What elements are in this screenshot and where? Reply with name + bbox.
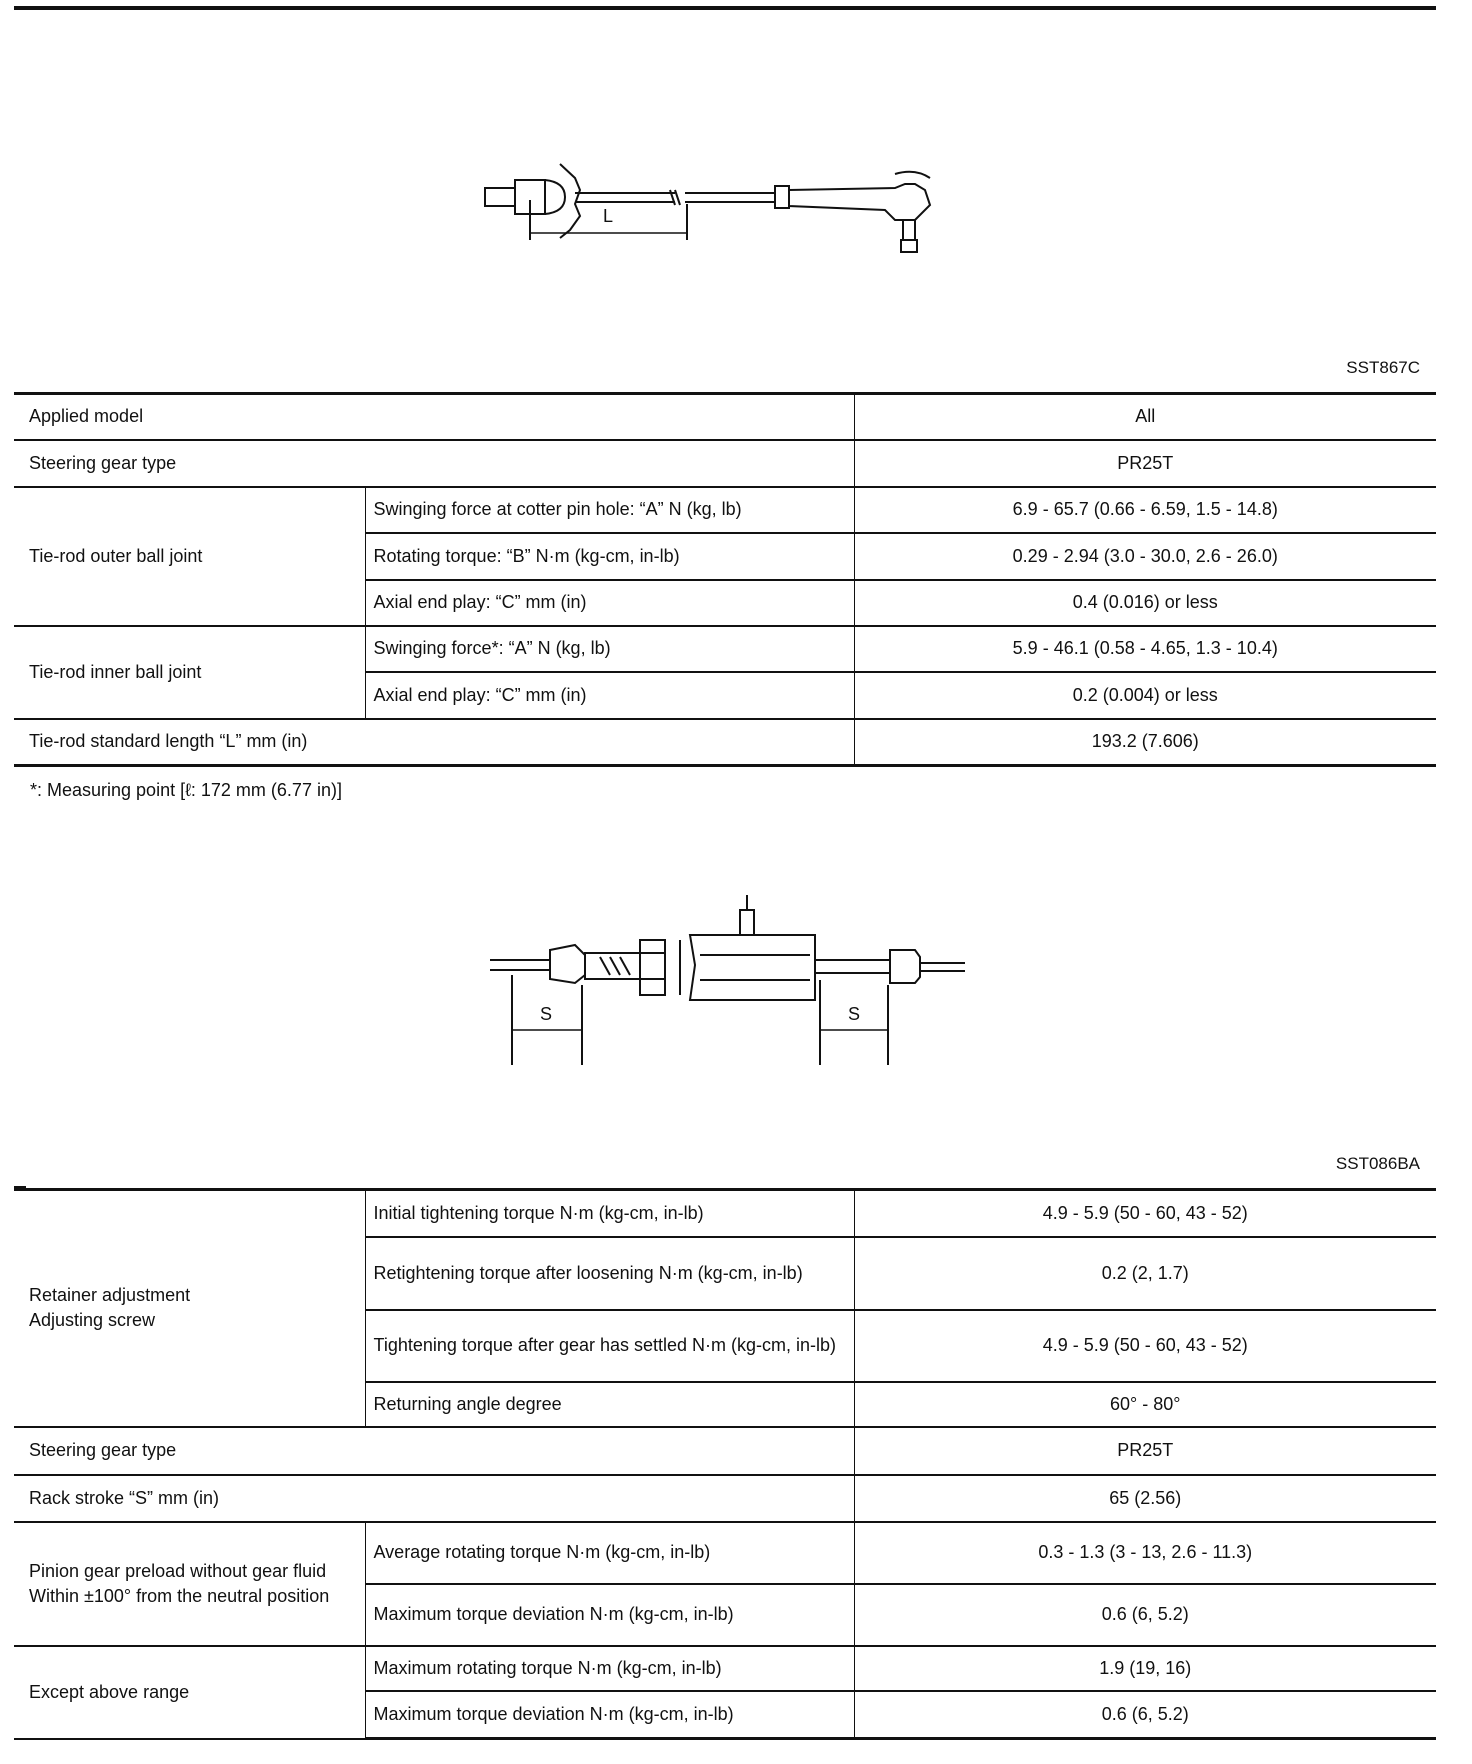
top-rule [14,6,1436,10]
row-label: Retightening torque after loosening N·m (kg-cm, in-lb) [365,1237,854,1310]
row-label: Returning angle degree [365,1382,854,1427]
table-row [14,626,1436,672]
table-row [14,1190,1436,1237]
table-row [14,1522,1436,1584]
row-value: 1.9 (19, 16) [854,1646,1436,1691]
row-value: 0.2 (0.004) or less [854,672,1436,719]
row-label: Maximum torque deviation N·m (kg-cm, in-lb) [365,1584,854,1646]
group-label: Pinion gear preload without gear fluid Within ±100° from the neutral position [14,1522,365,1646]
row-value: 65 (2.56) [854,1475,1436,1522]
row-label: Rotating torque: “B” N·m (kg-cm, in-lb) [365,533,854,580]
table-row [14,394,1436,440]
table-row [14,1646,1436,1691]
group-label: Except above range [14,1646,365,1739]
row-value: 0.6 (6, 5.2) [854,1691,1436,1739]
group-label: Retainer adjustment Adjusting screw [14,1190,365,1427]
row-value: 0.29 - 2.94 (3.0 - 30.0, 2.6 - 26.0) [854,533,1436,580]
row-label: Maximum torque deviation N·m (kg-cm, in-lb) [365,1691,854,1739]
row-label: Axial end play: “C” mm (in) [365,580,854,626]
steering-gear-diagram [490,895,980,1070]
dimension-label-l: L [603,206,614,226]
row-label: Applied model [14,394,854,440]
row-label: Initial tightening torque N·m (kg-cm, in-lb) [365,1190,854,1237]
row-value: 60° - 80° [854,1382,1436,1427]
steering-gear-spec-table [14,1188,1436,1740]
figure-code: SST867C [1346,358,1420,377]
row-value: 0.4 (0.016) or less [854,580,1436,626]
tie-rod-spec-table [14,392,1436,767]
group-label: Tie-rod outer ball joint [14,487,365,626]
table-row [14,1427,1436,1475]
table-row [14,487,1436,533]
table-row [14,440,1436,487]
row-value: PR25T [854,1427,1436,1475]
dimension-label-s-left: S [540,1004,553,1024]
row-value: PR25T [854,440,1436,487]
row-value: 0.2 (2, 1.7) [854,1237,1436,1310]
row-value: 193.2 (7.606) [854,719,1436,766]
row-value: 4.9 - 5.9 (50 - 60, 43 - 52) [854,1190,1436,1237]
footnote: *: Measuring point [ℓ: 172 mm (6.77 in)] [30,780,342,800]
row-value: All [854,394,1436,440]
row-value: 5.9 - 46.1 (0.58 - 4.65, 1.3 - 10.4) [854,626,1436,672]
row-label: Swinging force*: “A” N (kg, lb) [365,626,854,672]
row-value: 4.9 - 5.9 (50 - 60, 43 - 52) [854,1310,1436,1382]
row-label: Rack stroke “S” mm (in) [14,1475,854,1522]
figure-code: SST086BA [1335,1154,1420,1173]
row-value: 6.9 - 65.7 (0.66 - 6.59, 1.5 - 14.8) [854,487,1436,533]
row-label: Steering gear type [14,440,854,487]
row-label: Tie-rod standard length “L” mm (in) [14,719,854,766]
dimension-label-s-right: S [848,1004,861,1024]
table-row [14,1475,1436,1522]
row-value: 0.6 (6, 5.2) [854,1584,1436,1646]
group-label: Tie-rod inner ball joint [14,626,365,719]
row-label: Average rotating torque N·m (kg-cm, in-lb) [365,1522,854,1584]
tie-rod-diagram [475,160,985,285]
row-label: Axial end play: “C” mm (in) [365,672,854,719]
row-label: Swinging force at cotter pin hole: “A” N (kg, lb) [365,487,854,533]
row-value: 0.3 - 1.3 (3 - 13, 2.6 - 11.3) [854,1522,1436,1584]
table-row [14,719,1436,766]
row-label: Tightening torque after gear has settled N·m (kg-cm, in-lb) [365,1310,854,1382]
row-label: Maximum rotating torque N·m (kg-cm, in-lb) [365,1646,854,1691]
row-label: Steering gear type [14,1427,854,1475]
